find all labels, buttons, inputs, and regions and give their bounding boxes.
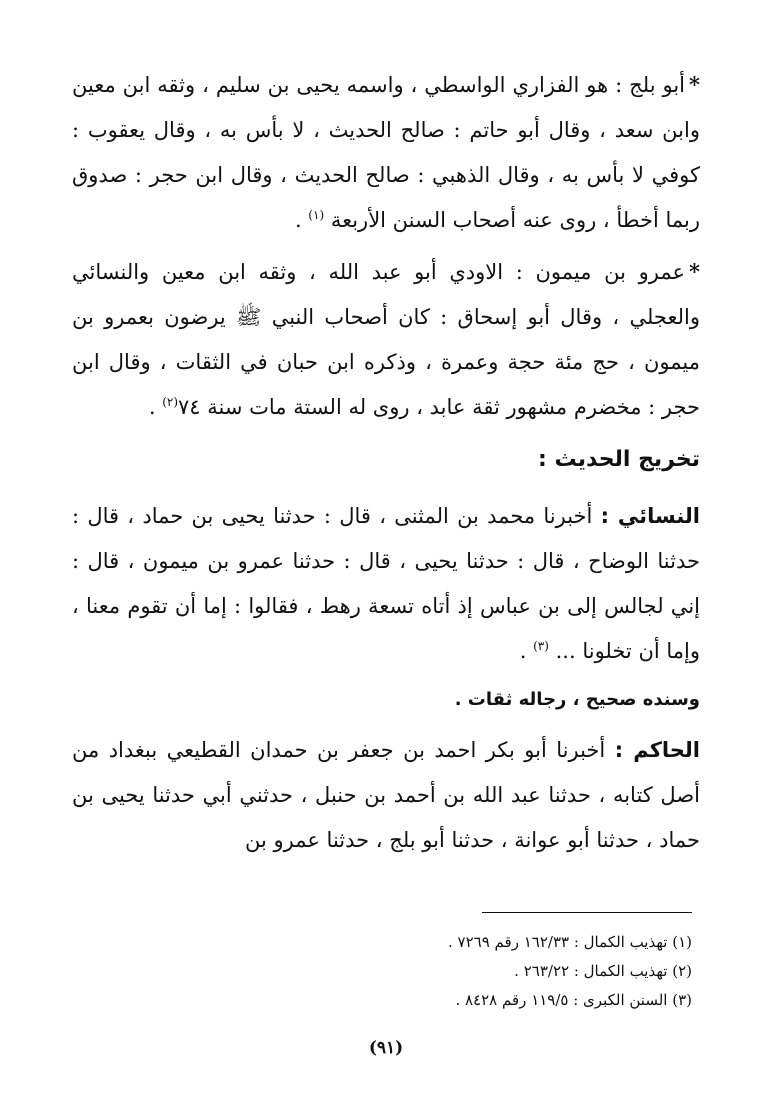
footnote-ref: (١) [308,208,325,222]
star-marker: * [689,72,700,97]
page-body [72,62,700,863]
star-marker: * [689,259,700,284]
source-label: النسائي : [600,504,700,528]
takhrij-nasai [72,494,700,674]
paragraph-text: أبو بلج : هو الفزاري الواسطي ، واسمه يحيى بن سليم ، وثقه ابن معين وابن سعد ، وقال أبو حاتم : صالح الحديث ، لا بأس به ، وقال يعقوب : كوفي لا بأس به ، وقال الذهبي : صالح الحديث ، وقال ابن حجر : صدوق ربما أخطأ ، روى عنه أصحاب السنن الأربعة [72,73,700,232]
footnotes [72,928,692,1015]
narrator-entry-amr-ibn-maymun [72,249,700,430]
footnote-2: (٢) تهذيب الكمال : ٢٦٣/٢٢ . [514,962,692,980]
footnote-3: (٣) السنن الكبرى : ١١٩/٥ رقم ٨٤٢٨ . [455,991,692,1009]
footnote-1: (١) تهذيب الكمال : ١٦٢/٣٣ رقم ٧٢٦٩ . [448,933,692,951]
paragraph-end: . [294,208,309,232]
takhrij-hakim [72,728,700,863]
footnote-ref: (٢) [162,395,179,409]
footnote-divider [482,912,692,913]
grading-note: وسنده صحيح ، رجاله ثقات . [454,689,700,710]
page-number: (٩١) [368,1038,404,1058]
paragraph-end: . [148,395,163,419]
paragraph-end: . [519,639,534,663]
paragraph-text: أخبرنا أبو بكر احمد بن جعفر بن حمدان القطيعي ببغداد من أصل كتابه ، حدثنا عبد الله بن أحمد بن حنبل ، حدثني أبي حدثنا يحيى بن حماد ، حدثنا أبو عوانة ، حدثنا أبو بلج ، حدثنا عمرو بن [72,738,700,852]
footnote-ref: (٣) [533,639,549,653]
source-label: الحاكم : [614,738,701,762]
paragraph-text: أخبرنا محمد بن المثنى ، قال : حدثنا يحيى بن حماد ، قال : حدثنا الوضاح ، قال : حدثنا يحيى ، قال : حدثنا عمرو بن ميمون ، قال : إني لجالس إلى بن عباس إذ أتاه تسعة رهط ، فقالوا : إما أن تقوم معنا ، وإما أن تخلونا ... [72,504,700,663]
narrator-entry-abu-balj [72,62,700,243]
paragraph-text: عمرو بن ميمون : الاودي أبو عبد الله ، وثقه ابن معين والنسائي والعجلي ، وقال أبو إسحاق : كان أصحاب النبي ﷺ يرضون بعمرو بن ميمون ، حج مئة حجة وعمرة ، وذكره ابن حبان في الثقات ، وقال ابن حجر : مخضرم مشهور ثقة عابد ، روى له الستة مات سنة ٧٤ [72,260,700,419]
section-heading: تخريج الحديث : [538,447,700,472]
